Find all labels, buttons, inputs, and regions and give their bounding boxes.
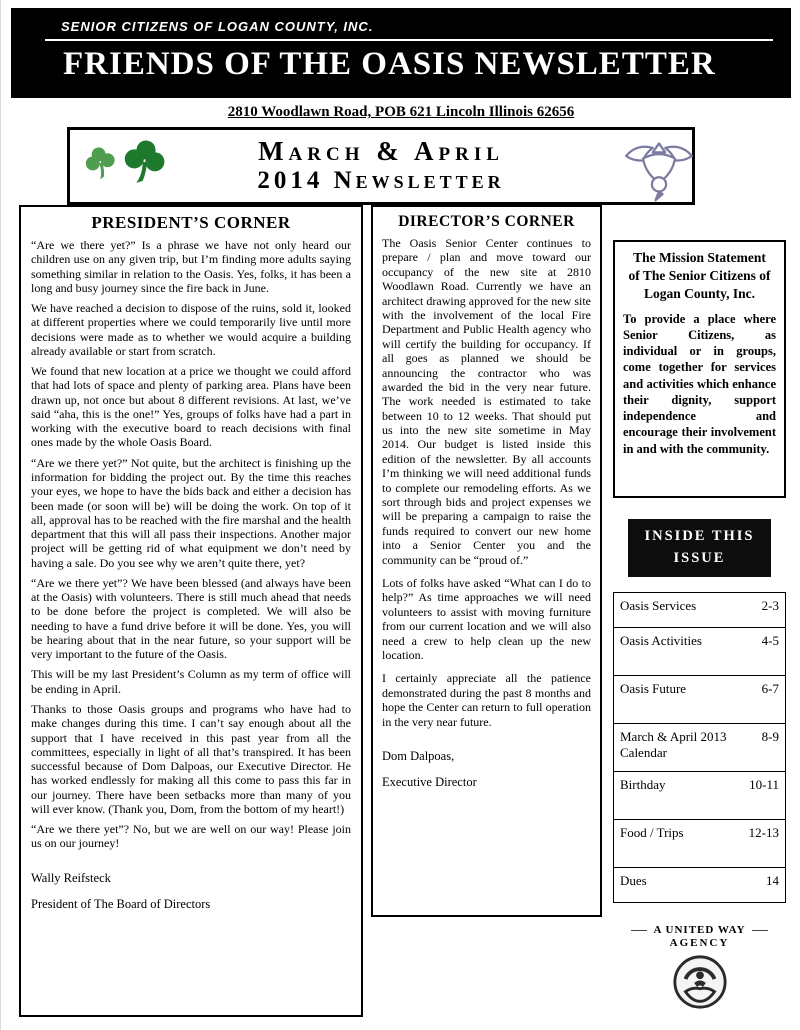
- issue-month: March & April: [258, 136, 504, 166]
- mission-heading: [623, 249, 776, 304]
- presidents-corner: [19, 205, 363, 1017]
- address-line: 2810 Woodlawn Road, POB 621 Lincoln Illinois 62656: [227, 104, 575, 120]
- decorative-rule: [631, 930, 647, 931]
- organization-name: SENIOR CITIZENS OF LOGAN COUNTY, INC.: [61, 19, 374, 34]
- presidents-corner-heading: PRESIDENT’S CORNER: [91, 213, 291, 232]
- paragraph: Thanks to those Oasis groups and programs who have had to make changes during this time. I can’t say enough about all the support that I have received in this past year from all the committees, especially in light of all that’s transpired. It has been successful because of Dom Dalpoas, our Executive Director. He has worked endlessly for making all this come to pass this far in our journey. There have been setbacks more than many of you will ever know. (Thank you, Dom, from the bottom of my heart!): [31, 701, 351, 816]
- president-signature-name: Wally Reifsteck: [31, 870, 111, 885]
- inside-this-issue-heading: INSIDE THIS ISSUE: [628, 519, 771, 577]
- toc-pages: 12-13: [748, 825, 779, 840]
- issue-year: 2014 Newsletter: [257, 167, 505, 195]
- united-way-agency-text: AGENCY: [669, 937, 730, 949]
- toc-pages: 6-7: [761, 681, 779, 696]
- toc-row: [614, 593, 785, 628]
- toc-label: Food / Trips: [620, 825, 684, 840]
- directors-corner-body: [382, 236, 591, 729]
- director-signature-name: Dom Dalpoas,: [382, 748, 455, 763]
- toc-row: [614, 820, 785, 868]
- toc-row: [614, 868, 785, 902]
- director-signature-title: Executive Director: [382, 774, 477, 789]
- toc-row: [614, 628, 785, 676]
- toc-pages: 8-9: [761, 729, 779, 744]
- toc-label: Oasis Services: [620, 598, 697, 613]
- mission-heading-line: of The Senior Citizens of: [628, 268, 771, 284]
- toc-row: [614, 772, 785, 820]
- toc-label: Birthday: [620, 777, 666, 792]
- paragraph: We have reached a decision to dispose of the ruins, sold it, looked at different properties where we could temporarily live until more decisions were made as to whether we would acquire a building already available or start from scratch.: [31, 301, 351, 358]
- toc-pages: 14: [766, 873, 779, 888]
- masthead: [11, 8, 791, 98]
- mission-heading-line: The Mission Statement: [633, 250, 766, 265]
- toc-row: [614, 724, 785, 772]
- paragraph: This will be my last President’s Column as my term of office will be ending in April.: [31, 667, 351, 696]
- paragraph: “Are we there yet?” Is a phrase we have not only heard our children use on any given trip, but I’m finding more adults saying something similar in relation to the Oasis. Yes, folks, it has been a long and busy journey since the fire back in June.: [31, 238, 351, 295]
- united-way-label: [613, 924, 786, 936]
- mission-heading-line: Logan County, Inc.: [643, 286, 756, 302]
- paragraph: “Are we there yet”? We have been blessed (and always have been at the Oasis) with volunteers. There is still much ahead that needs to be done before the project is completed. We will also be needing to have a fund drive before it will be done. Yes, you will be hearing about that in the near future, so your support will be very important to the future of the Oasis.: [31, 575, 351, 662]
- toc-pages: 2-3: [761, 598, 779, 613]
- paragraph: We found that new location at a price we thought we could afford that had lots of space and plenty of parking area. Plans have been drawn up, not once but about 8 different revisions. At last, we’ve said “aha, this is the one!” Yes, groups of folks have had a part in working with the executive board to reach decisions with final ones made by the whole Oasis Board.: [31, 364, 351, 450]
- paragraph: “Are we there yet?” Not quite, but the architect is finishing up the information for bidding the project out. By the time this reaches your eyes, we hope to have the bids back and either a decision has been made (or soon will be) will be doing the work. On top of it all, approval has to be reached with the fire marshal and the health department that this will all pass their inspections. Another major project will be getting rid of what equipment we don’t need by having a sale. Do you see why we aren’t quite there, yet?: [31, 455, 351, 570]
- toc-pages: 10-11: [749, 777, 779, 792]
- directors-corner-heading: DIRECTOR’S CORNER: [398, 213, 575, 230]
- toc-row: [614, 676, 785, 724]
- directors-corner: [371, 205, 602, 917]
- table-of-contents: [613, 592, 786, 903]
- toc-label: Oasis Activities: [620, 633, 702, 648]
- paragraph: “Are we there yet”? No, but we are well on our way! Please join us on our journey!: [31, 822, 351, 851]
- mission-body: To provide a place where Senior Citizens, as individual or in groups, come together for services and activities which enhance their dignity, support independence and encourage their involvement in and with the community.: [623, 311, 776, 456]
- united-way-logo-icon: [613, 953, 786, 1016]
- united-way-mark: [613, 924, 786, 1016]
- toc-pages: 4-5: [761, 633, 779, 648]
- toc-label: Dues: [620, 873, 647, 888]
- paragraph: Lots of folks have asked “What can I do to help?” As time approaches we will need volunteers to assist with moving furniture from our current location and we will also need a crew to help clean up the new location.: [382, 575, 591, 662]
- issue-title: [70, 136, 692, 196]
- toc-label: March & April 2013 Calendar: [620, 729, 727, 761]
- paragraph: I certainly appreciate all the patience demonstrated during the past 8 months and hope the Center can return to full operation in the very near future.: [382, 671, 591, 729]
- decorative-rule: [752, 930, 768, 931]
- paragraph: The Oasis Senior Center continues to prepare / plan and move toward our occupancy of the new site at 2810 Woodlawn Road. Currently we have an architect drawing approved for the new site with the involvement of the local Fire Department and Public Health agency who will certify the building for occupancy. If all goes as planned we should be announcing the contractor who was awarded the bid in the very near future. The work needed is estimated to take between 10 to 12 weeks. That should put us into the new site sometime in May 2014. Our budget is listed inside this edition of the newsletter. By all accounts I’m thinking we will need additional funds to complete our remodeling efforts. As we sort through bids and project expenses we will be preparing a campaign to raise the funds required to convert our new home into a Senior Center you and the community can be “proud of.”: [382, 236, 591, 567]
- president-signature-title: President of The Board of Directors: [31, 896, 211, 911]
- presidents-corner-body: [31, 238, 351, 851]
- mission-statement: [613, 240, 786, 498]
- dove-icon: [619, 140, 699, 218]
- newsletter-title: FRIENDS OF THE OASIS NEWSLETTER: [63, 46, 716, 82]
- united-way-text: A UNITED WAY: [653, 924, 746, 936]
- issue-banner: [67, 127, 695, 205]
- toc-label: Oasis Future: [620, 681, 687, 696]
